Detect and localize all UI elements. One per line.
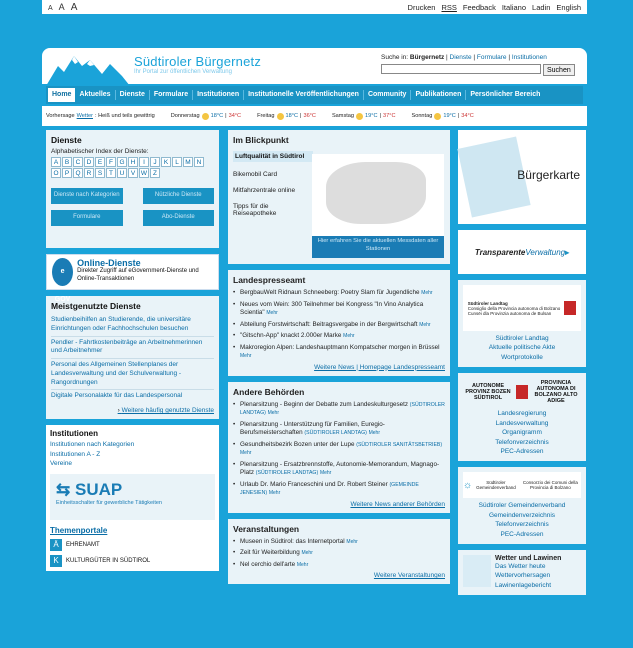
gemeindenverband-logo[interactable]	[463, 472, 581, 498]
gemeinden-link[interactable]: Telefonverzeichnis	[495, 521, 549, 529]
formulare-button[interactable]: Formulare	[51, 210, 123, 226]
news-text: Abteilung Forstwirtschaft: Beitragsvergabe in der Bergwirtschaft	[240, 320, 418, 328]
kulturgueter-icon: K	[50, 555, 62, 567]
institutionen-link[interactable]: Institutionen A - Z	[50, 450, 101, 458]
online-dienste-title: Online-Dienste	[77, 258, 141, 268]
landtag-logo[interactable]	[463, 285, 581, 331]
suap-logo	[56, 480, 209, 500]
alpha-letter[interactable]: B	[62, 157, 72, 167]
alpha-letter[interactable]: Q	[73, 168, 83, 178]
eagle-crest-icon	[564, 301, 576, 315]
more-link[interactable]: Mehr	[368, 430, 381, 436]
blickpunkt-item[interactable]: Mitfahrzentrale online	[233, 187, 296, 194]
alpha-letter[interactable]: E	[95, 157, 105, 167]
themenportale	[50, 526, 215, 567]
suap-arrows-icon: ⇆	[56, 480, 71, 500]
provinz-logo[interactable]	[463, 378, 581, 406]
suap-banner[interactable]	[50, 474, 215, 520]
alpha-letter[interactable]: N	[194, 157, 204, 167]
south-tyrol-map-shape	[326, 162, 426, 224]
blickpunkt-title: Im Blickpunkt	[233, 135, 289, 145]
provinz-link[interactable]: Landesverwaltung	[495, 419, 549, 427]
transparente-verwaltung-banner[interactable]	[458, 230, 586, 274]
mountains-logo-icon[interactable]	[46, 52, 130, 86]
wetter-lawinen-title: Wetter und Lawinen	[495, 555, 562, 563]
main-nav	[46, 86, 583, 104]
veranstaltungen-box	[228, 519, 450, 585]
weather-day-label: Sonntag	[411, 113, 433, 119]
news-item[interactable]	[233, 301, 445, 318]
alpha-letter[interactable]: C	[73, 157, 83, 167]
landtag-logo-line: Cunsëi dla Provinzia autonoma de Bulsan	[467, 310, 552, 316]
gemeinden-link[interactable]: Südtiroler Gemeindenverband	[478, 502, 566, 510]
alpha-letter[interactable]: T	[106, 168, 116, 178]
nav-dienste[interactable]: Dienste	[116, 90, 150, 100]
andere-behoerden-footer-link[interactable]: Weitere News anderer Behörden	[350, 500, 445, 508]
institutionen-link[interactable]: Vereine	[50, 459, 73, 467]
nav-home[interactable]: Home	[48, 88, 75, 102]
landtag-logo-name: Südtiroler Landtag	[467, 300, 508, 306]
alpha-index-label: Alphabetischer Index der Dienste:	[51, 148, 149, 155]
event-item[interactable]	[233, 561, 445, 570]
provinz-link[interactable]: PEC-Adressen	[500, 447, 544, 455]
more-link[interactable]: Mehr	[266, 310, 278, 316]
weather-day-label: Freitag	[257, 113, 275, 119]
alpha-letter[interactable]: M	[183, 157, 193, 167]
font-size-small[interactable]: A	[48, 4, 53, 12]
weather-forecast	[46, 113, 155, 119]
weather-day: Sonntag 19°C | 34°C	[411, 113, 474, 119]
nav-publikationen[interactable]: Publikationen	[411, 90, 466, 100]
alpha-letter[interactable]: W	[140, 170, 148, 177]
sun-icon	[202, 113, 209, 120]
institutionen-link[interactable]: Institutionen nach Kategorien	[50, 441, 135, 449]
wetter-link[interactable]: Wettervorhersagen	[495, 572, 551, 580]
meistgenutzt-link[interactable]: Personal des Allgemeinen Stellenplanes der Landesverwaltung und der Schulverwaltung - Rangordnungen	[51, 359, 214, 390]
landespresseamt-box	[228, 270, 450, 376]
andere-behoerden-box	[228, 382, 450, 513]
alpha-letter[interactable]: U	[117, 168, 127, 178]
im-blickpunkt-box	[228, 130, 450, 264]
gemeinden-link[interactable]: Gemeindenverzeichnis	[488, 511, 556, 519]
rss-link[interactable]: RSS	[441, 2, 457, 12]
news-source-tag: (SÜDTIROLER SANITÄTSBETRIEB)	[356, 441, 443, 448]
alpha-letter[interactable]: V	[128, 168, 138, 178]
alpha-letter[interactable]: H	[128, 157, 138, 167]
nav-formulare[interactable]: Formulare	[150, 90, 193, 100]
sun-icon	[356, 113, 363, 120]
meistgenutzte-title: Meistgenutzte Dienste	[51, 301, 141, 311]
weather-day: Samstag 19°C | 37°C	[331, 113, 396, 119]
provinz-link[interactable]: Telefonverzeichnis	[495, 438, 549, 446]
search-scope-formulare[interactable]: Formulare	[476, 54, 507, 61]
dienste-box	[46, 130, 219, 248]
more-link[interactable]: Mehr	[240, 450, 252, 456]
main-content	[42, 130, 587, 648]
meistgenutzte-dienste-box	[46, 296, 219, 419]
provinz-box	[458, 373, 586, 461]
meistgenutzt-link[interactable]: Studienbeihilfen an Studierende, die universitäre Einrichtungen oder Fachhochschulen besuchen	[51, 314, 214, 337]
news-text: Plenarsitzung - Ersatzbrennstoffe, Autonomie-Memorandum, Magnago-Platz	[240, 460, 440, 476]
news-source-tag: (SÜDTIROLER LANDTAG)	[304, 430, 367, 436]
alpha-letter[interactable]: Z	[150, 168, 160, 178]
news-item[interactable]	[233, 461, 445, 478]
right-column	[458, 130, 586, 601]
alpha-letter[interactable]: K	[161, 157, 171, 167]
search-area	[381, 54, 581, 76]
forecast-label: Vorhersage	[46, 113, 75, 119]
more-link[interactable]: Mehr	[240, 353, 252, 359]
weather-day-label: Donnerstag	[170, 113, 200, 119]
alpha-letter[interactable]: J	[150, 157, 160, 167]
event-item[interactable]	[233, 549, 445, 558]
meistgenutzt-link[interactable]: Pendler - Fahrtkostenbeiträge an Arbeitnehmerinnen und Arbeitnehmer	[51, 337, 214, 360]
weather-lo: 19°C	[443, 113, 456, 119]
alpha-letter[interactable]: G	[117, 157, 127, 167]
blickpunkt-item[interactable]: Luftqualität in Südtirol	[233, 151, 313, 162]
map-caption[interactable]: Hier erfahren Sie die aktuellen Messdaten aller Stationen	[312, 236, 444, 258]
air-quality-map[interactable]	[312, 154, 444, 252]
news-item[interactable]	[233, 289, 445, 298]
feedback-link[interactable]: Feedback	[462, 2, 496, 12]
news-text: Neues vom Wein: 300 Teilnehmer bei Kongress "In Vino Analytica Scientia"	[240, 300, 424, 316]
gemeinden-link[interactable]: PEC-Adressen	[500, 530, 544, 538]
alpha-letter[interactable]: F	[106, 157, 116, 167]
landtag-link[interactable]: Südtiroler Landtag	[495, 335, 549, 342]
weather-hi: 34°C	[228, 113, 242, 119]
more-link[interactable]: Mehr	[301, 550, 313, 556]
alpha-index	[51, 157, 211, 178]
nav-aktuelles[interactable]: Aktuelles	[75, 90, 115, 100]
themen-item-label: KULTURGÜTER IN SÜDTIROL	[66, 558, 151, 565]
nav-persoenlicher-bereich[interactable]: Persönlicher Bereich	[470, 91, 541, 98]
gemeinden-logo-icon: ☼	[463, 479, 473, 491]
forecast-text: : Heiß und teils gewittrig	[95, 113, 155, 119]
news-text: Urlaub Dr. Mario Franceschini und Dr. Robert Steiner	[240, 480, 388, 488]
arrow-right-icon: ▸	[565, 247, 570, 257]
top-utility-bar	[42, 0, 587, 14]
institutionen-title: Institutionen	[50, 429, 98, 439]
weather-lo: 19°C	[365, 113, 378, 119]
left-column	[46, 130, 219, 571]
news-text: Plenarsitzung - Beginn der Debatte zum Landeskulturgesetz	[240, 400, 409, 408]
weather-hi: 36°C	[303, 113, 316, 119]
news-source-tag: (SÜDTIROLER LANDTAG)	[240, 401, 445, 416]
wetter-lawinen-box	[458, 550, 586, 595]
search-scope-label: Suche in: Bürgernetz | Dienste | Formulare | Institutionen	[381, 54, 547, 61]
alpha-letter[interactable]: L	[172, 157, 182, 167]
lang-english[interactable]: English	[556, 2, 581, 12]
nav-veroeffentlichungen[interactable]: Institutionelle Veröffentlichungen	[244, 90, 364, 100]
weather-lo: 18°C	[210, 113, 224, 119]
gemeinden-logo-it: Consorzio dei Comuni della Provincia di Bolzano	[522, 480, 578, 491]
site-header	[42, 48, 587, 130]
news-item[interactable]	[233, 481, 445, 498]
search-input[interactable]	[381, 64, 541, 74]
more-meistgenutzt-link[interactable]: › Weitere häufig genutzte Dienste	[51, 407, 214, 414]
news-item[interactable]	[233, 332, 445, 341]
font-size-switcher	[48, 2, 77, 13]
wetter-link[interactable]: Das Wetter heute	[495, 563, 546, 571]
alpha-letter[interactable]: P	[62, 168, 72, 178]
search-scope-dienste[interactable]: Dienste	[449, 54, 472, 61]
online-dienste-banner[interactable]	[46, 254, 219, 303]
nav-community[interactable]: Community	[364, 90, 412, 100]
veranstaltungen-footer-link[interactable]: Weitere Veranstaltungen	[373, 572, 445, 579]
wetter-link[interactable]: Lawinenlagebericht	[495, 581, 552, 589]
provinz-link[interactable]: Organigramm	[502, 429, 542, 437]
center-column	[228, 130, 450, 590]
news-text: Makroregion Alpen: Landeshauptmann Kompatscher morgen in Brüssel	[240, 343, 440, 351]
news-text: "Gitschn-App" knackt 2.000er Marke	[240, 332, 342, 339]
themen-item-label: EHRENAMT	[66, 542, 100, 549]
sun-icon	[277, 113, 284, 120]
dienste-title: Dienste	[51, 135, 82, 145]
blickpunkt-item[interactable]: Bikemobil Card	[233, 171, 278, 178]
gemeinden-logo-de: Südtiroler Gemeindenverband	[476, 480, 516, 491]
alpha-letter[interactable]: S	[95, 168, 105, 178]
search-scope-institutionen[interactable]: Institutionen	[511, 54, 547, 61]
more-link[interactable]: Mehr	[319, 470, 332, 476]
weather-day-label: Samstag	[331, 113, 355, 119]
ehrenamt-icon: Ä	[50, 539, 62, 551]
nav-institutionen[interactable]: Institutionen	[193, 90, 244, 100]
alpha-letter[interactable]: D	[84, 157, 94, 167]
provinz-name-de: AUTONOME PROVINZ BOZEN SÜDTIROL	[465, 383, 511, 402]
font-size-medium[interactable]: A	[58, 1, 65, 12]
search-scope: Bürgernetz	[409, 54, 445, 61]
abo-dienste-button[interactable]: Abo-Dienste	[143, 210, 215, 226]
mountain-weather-image	[463, 555, 491, 587]
news-text: Gesundheitsbezirk Bozen unter der Lupe	[240, 440, 355, 448]
news-item[interactable]	[233, 441, 445, 458]
more-link[interactable]: Mehr	[343, 333, 355, 339]
weather-hi: 37°C	[382, 113, 396, 119]
andere-behoerden-title: Andere Behörden	[233, 386, 305, 397]
news-item[interactable]	[233, 321, 445, 330]
lang-ladin[interactable]: Ladin	[532, 2, 551, 12]
nuetzliche-dienste-button[interactable]: Nützliche Dienste	[143, 188, 215, 204]
weather-hi: 34°C	[461, 113, 474, 119]
buergerkarte-title: Bürgerkarte	[517, 168, 580, 182]
institutionen-section	[46, 425, 219, 571]
buergerkarte-banner[interactable]	[458, 130, 586, 224]
top-links	[408, 3, 581, 12]
event-text: Museen in Südtirol: das Internetportal	[240, 537, 345, 545]
alpha-letter[interactable]: R	[84, 168, 94, 178]
more-link[interactable]: Mehr	[419, 321, 431, 328]
event-text: Nel cerchio dell'arte	[240, 560, 296, 568]
more-link[interactable]: Mehr	[346, 538, 358, 545]
themenportale-title[interactable]: Themenportale	[50, 526, 108, 536]
landtag-logo-line: Consiglio della Provincia autonoma di Bolzano	[467, 305, 561, 311]
meistgenutzt-link[interactable]: Digitale Personalakte für das Landespersonal	[51, 392, 183, 400]
themen-item[interactable]	[50, 555, 215, 567]
provinz-name-it: PROVINCIA AUTONOMA DI BOLZANO ALTO ADIGE	[534, 380, 578, 405]
suap-text: SUAP	[74, 480, 123, 500]
landespresse-footer-links[interactable]: Weitere News | Homepage Landespresseamt	[314, 363, 445, 371]
news-item[interactable]	[233, 421, 445, 438]
blickpunkt-item[interactable]: Tipps für die Reiseapotheke	[233, 203, 277, 217]
themen-item[interactable]	[50, 539, 215, 551]
egov-icon: e GOV	[52, 258, 73, 286]
news-source-tag: (GEMEINDE JENESIEN)	[240, 481, 419, 496]
forecast-link[interactable]: Wetter	[76, 113, 93, 119]
alpha-letter[interactable]: A	[51, 157, 61, 167]
verwaltung-text: Verwaltung	[525, 247, 566, 257]
more-link[interactable]: Mehr	[267, 410, 279, 416]
weather-lo: 18°C	[285, 113, 298, 119]
weather-day: Freitag 18°C | 36°C	[257, 113, 316, 119]
news-text: Plenarsitzung - Unterstützung für Familien, Euregio-Berufsmeisterschaften	[240, 420, 385, 436]
dienste-nach-kategorien-button[interactable]: Dienste nach Kategorien	[51, 188, 123, 204]
landtag-link[interactable]: Aktuelle politische Akte	[488, 344, 556, 352]
weather-bar	[42, 106, 587, 126]
sun-icon	[434, 113, 441, 120]
provinz-link[interactable]: Landesregierung	[497, 410, 547, 418]
landespresseamt-title: Landespresseamt	[233, 275, 306, 285]
gemeindenverband-box	[458, 467, 586, 544]
landtag-box	[458, 280, 586, 367]
landtag-link[interactable]: Wortprotokolle	[501, 353, 543, 361]
print-link[interactable]: Drucken	[407, 2, 436, 12]
more-link[interactable]: Mehr	[421, 290, 433, 296]
site-title[interactable]: Südtiroler Bürgernetz	[134, 54, 262, 69]
search-button[interactable]: Suchen	[543, 64, 575, 76]
lang-italiano[interactable]: Italiano	[501, 2, 527, 12]
search-prefix: Suche in:	[381, 54, 409, 61]
site-subtitle: Ihr Portal zur öffentlichen Verwaltung	[134, 69, 232, 75]
event-item[interactable]	[233, 538, 445, 547]
weather-day: Donnerstag 18°C | 34°C	[170, 113, 242, 119]
font-size-large[interactable]: A	[70, 1, 78, 13]
news-item[interactable]	[233, 401, 445, 418]
more-link[interactable]: Mehr	[268, 490, 281, 496]
provinz-crest-icon	[516, 385, 528, 399]
transparente-text: Transparente	[474, 247, 526, 257]
news-text: BergbauWelt Ridnaun Schneeberg: Poetry Slam für Jugendliche	[240, 289, 420, 296]
veranstaltungen-title: Veranstaltungen	[233, 523, 300, 534]
news-item[interactable]	[233, 344, 445, 361]
alpha-letter[interactable]: O	[51, 168, 61, 178]
online-dienste-text: Direkter Zugriff auf eGovernment-Dienste und Online-Transaktionen	[77, 268, 199, 282]
more-link[interactable]: Mehr	[296, 561, 309, 568]
news-source-tag: (SÜDTIROLER LANDTAG)	[255, 470, 319, 476]
alpha-letter[interactable]: I	[139, 157, 149, 167]
dienste-buttons	[51, 188, 214, 226]
event-text: Zeit für Weiterbildung	[240, 549, 300, 556]
page-container	[42, 48, 587, 648]
suap-subtitle: Einheitsschalter für gewerbliche Tätigkeiten	[56, 500, 162, 507]
